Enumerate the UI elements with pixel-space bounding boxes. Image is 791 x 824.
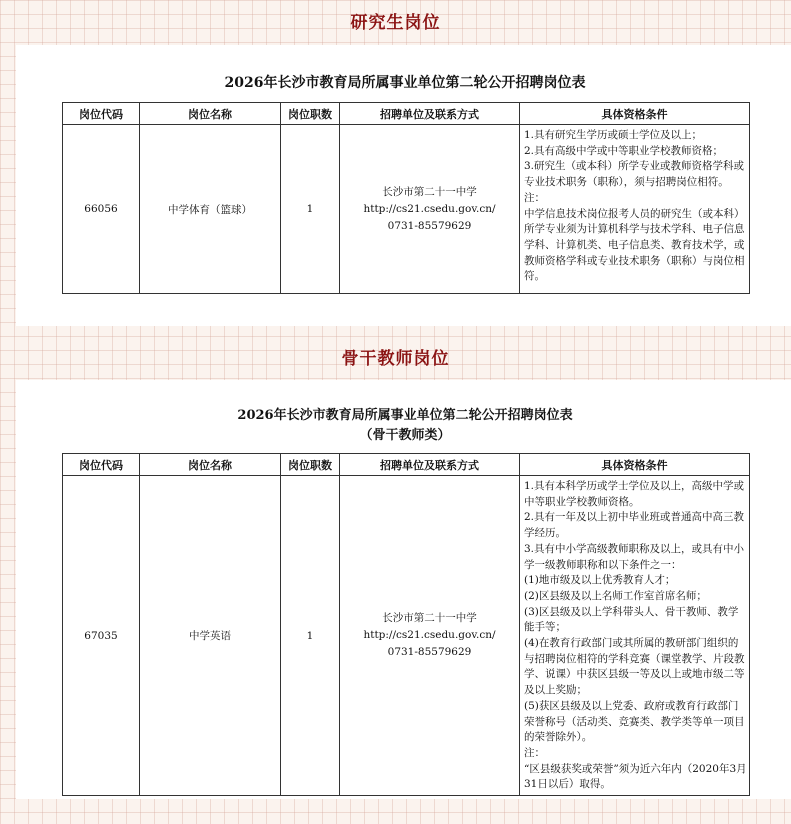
- unit-contact: [340, 125, 520, 294]
- unit-name: 长沙市第二十一中学: [382, 185, 477, 198]
- header-position-count: 岗位职数: [281, 454, 340, 476]
- unit-website: http://cs21.csedu.gov.cn/: [363, 202, 496, 215]
- unit-phone: 0731-85579629: [387, 219, 472, 232]
- requirements: [520, 125, 750, 294]
- requirement-item: 2.具有高级中学或中等职业学校教师资格；: [524, 144, 724, 157]
- header-requirements: 具体资格条件: [520, 454, 750, 476]
- header-position-count: 岗位职数: [281, 103, 340, 125]
- table-row: [63, 476, 750, 796]
- unit-contact: [340, 476, 520, 796]
- header-position-code: 岗位代码: [63, 103, 140, 125]
- table-title-graduate: 2026年长沙市教育局所属事业单位第二轮公开招聘岗位表: [224, 75, 586, 91]
- requirement-note-label: 注：: [524, 191, 545, 204]
- header-position-name: 岗位名称: [140, 103, 281, 125]
- section-heading-graduate: 研究生岗位: [350, 13, 441, 33]
- unit-name: 长沙市第二十一中学: [382, 612, 477, 625]
- unit-phone: 0731-85579629: [387, 646, 472, 659]
- position-name: 中学体育（篮球）: [140, 125, 281, 294]
- requirement-sub-item: (5)获区县级及以上党委、政府或教育行政部门荣誉称号（活动类、竞赛类、教学类等单一项目的荣誉除外）。: [524, 699, 745, 744]
- table-subtitle-key-teacher: （骨干教师类）: [359, 428, 451, 443]
- table-title-key-teacher: 2026年长沙市教育局所属事业单位第二轮公开招聘岗位表: [237, 408, 573, 423]
- position-code: 66056: [63, 125, 140, 294]
- position-count: 1: [281, 476, 340, 796]
- requirement-item: 1.具有本科学历或学士学位及以上，高级中学或中等职业学校教师资格。: [524, 480, 745, 508]
- header-position-code: 岗位代码: [63, 454, 140, 476]
- unit-website: http://cs21.csedu.gov.cn/: [363, 629, 496, 642]
- requirement-item: 3.研究生（或本科）所学专业或教师资格学科或专业技术职务（职称），须与招聘岗位相符。: [524, 160, 745, 189]
- requirement-item: 2.具有一年及以上初中毕业班或普通高中高三教学经历。: [524, 511, 745, 540]
- table-header-row: [63, 103, 750, 125]
- requirement-note: “区县级获奖或荣誉”须为近六年内（2020年3月31日以后）取得。: [524, 762, 747, 791]
- header-requirements: 具体资格条件: [520, 103, 750, 125]
- requirement-sub-item: (3)区县级及以上学科带头人、骨干教师、教学能手等；: [524, 605, 739, 634]
- table-header-row: [63, 454, 750, 476]
- header-unit-contact: 招聘单位及联系方式: [340, 454, 520, 476]
- requirement-sub-item: (2)区县级及以上名师工作室首席名师；: [524, 589, 707, 602]
- requirement-item: 1.具有研究生学历或硕士学位及以上；: [524, 129, 703, 141]
- requirement-note-label: 注：: [524, 746, 545, 759]
- position-count: 1: [281, 125, 340, 294]
- table-row: [63, 125, 750, 294]
- position-code: 67035: [63, 476, 140, 796]
- position-name: 中学英语: [140, 476, 281, 796]
- requirement-sub-item: (4)在教育行政部门或其所属的教研部门组织的与招聘岗位相符的学科竞赛（课堂教学、片段教学、说课）中获区县级一等及以上或地市级二等及以上奖励；: [524, 637, 745, 697]
- header-unit-contact: 招聘单位及联系方式: [340, 103, 520, 125]
- requirement-item: 3.具有中小学高级教师职称及以上，或具有中小学一级教师职称和以下条件之一：: [524, 542, 745, 571]
- requirement-sub-item: (1)地市级及以上优秀教育人才；: [524, 574, 676, 587]
- graduate-position-table: [62, 102, 750, 294]
- section-heading-key-teacher: 骨干教师岗位: [341, 349, 450, 369]
- header-position-name: 岗位名称: [140, 454, 281, 476]
- key-teacher-position-table: [62, 453, 750, 796]
- requirement-note: 中学信息技术岗位报考人员的研究生（或本科）所学专业须为计算机科学与技术学科、电子信息学科、计算机类、电子信息类、教育技术学，或教师资格学科或专业技术职务（职称）与岗位相符。: [524, 207, 745, 283]
- requirements: [520, 476, 750, 796]
